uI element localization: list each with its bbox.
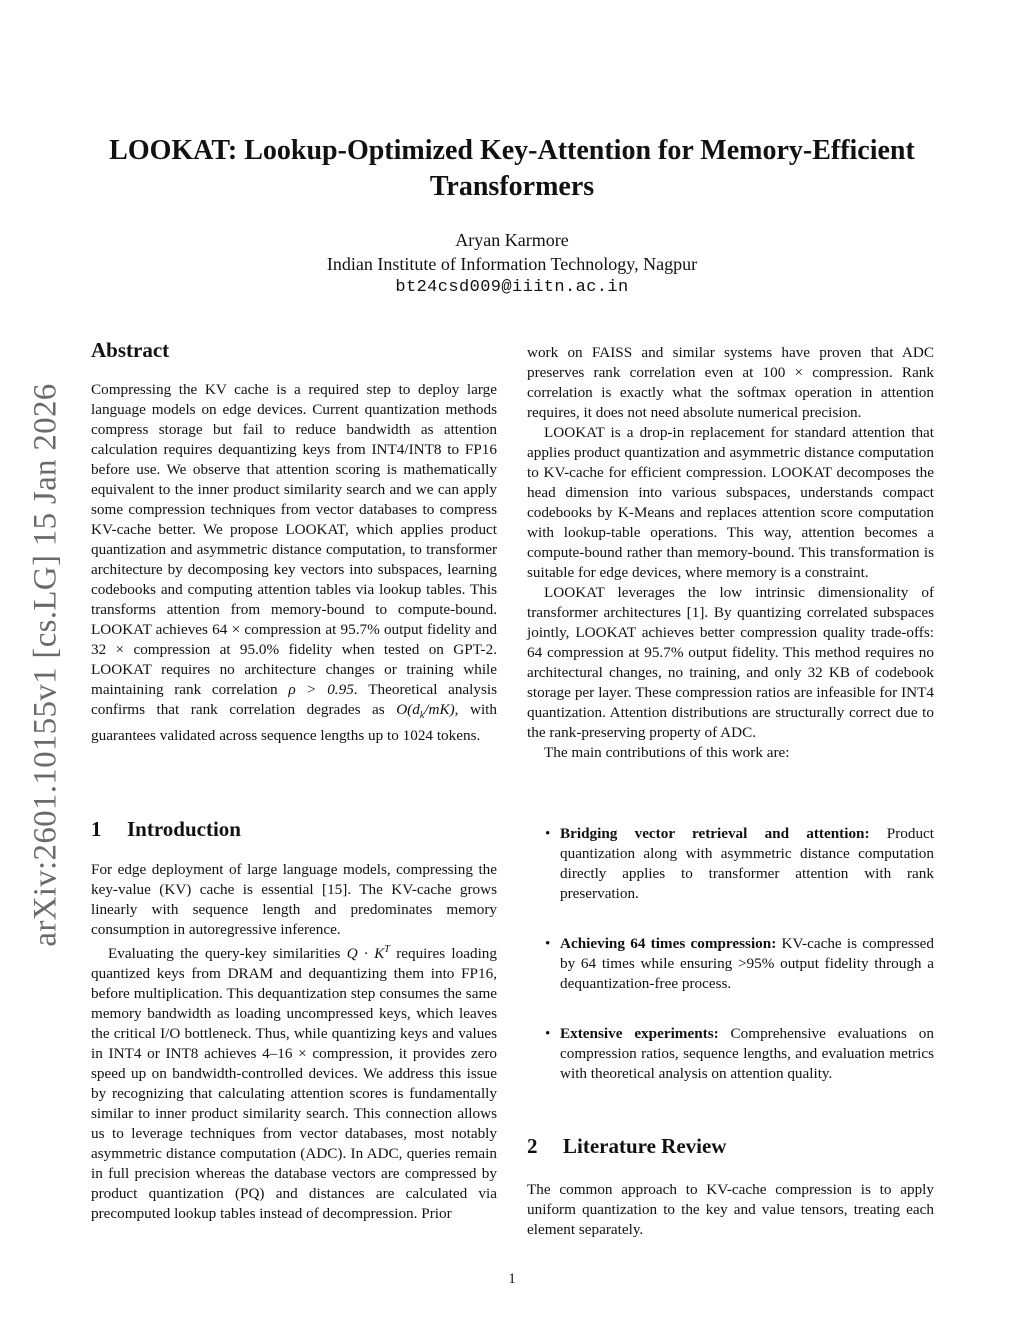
intro-paragraph-leverage: LOOKAT leverages the low intrinsic dimensionality of transformer architectures [1]. By quantizing correlated subspaces jointly, LOOKAT achieves better compression quality trade-offs: 64 compression at 95.7% output fidelity. This method requires no architectural changes, no training, and only 32 KB of codebook storage per layer. These compression ratios are infeasible for INT4 quantization. Attention distributions are structurally correct due to the rank-preserving property of ADC.: [527, 584, 934, 741]
intro-paragraph-continued: work on FAISS and similar systems have proven that ADC preserves rank correlation even at 100 × compression. Rank correlation is exactly what the softmax operation in attention requires, it does not need absolute numerical precision.: [527, 344, 934, 421]
abstract-body: [91, 380, 497, 746]
author-block: [200, 228, 824, 300]
section-heading-introduction: 1 Introduction: [91, 817, 241, 841]
contribution-item: • Extensive experiments: Comprehensive evaluations on compression ratios, sequence lengths, and evaluation metrics with theoretical analysis on attention quality.: [545, 1025, 934, 1082]
lit-paragraph-1: The common approach to KV-cache compression is to apply uniform quantization to the key and value tensors, treating each element separately.: [527, 1181, 934, 1238]
author-affiliation: Indian Institute of Information Technology, Nagpur: [326, 254, 698, 274]
bullet-icon: •: [545, 935, 551, 952]
bullet-icon: •: [545, 825, 551, 842]
right-column-body: [527, 343, 934, 763]
literature-review-body: [527, 1180, 934, 1240]
bullet-icon: •: [545, 1025, 551, 1042]
intro-paragraph-1: For edge deployment of large language models, compressing the key-value (KV) cache is essential [15]. The KV-cache grows linearly with sequence length and predominates memory consumption in autoregressive inference.: [91, 861, 497, 938]
author-email: bt24csd009@iiitn.ac.in: [395, 278, 629, 297]
abstract-heading: Abstract: [91, 338, 170, 362]
intro-paragraph-2: Evaluating the query-key similarities $Q \cdot K^T$ requires loading quantized keys from DRAM and dequantizing them into FP16, before multiplication. This dequantization step consumes the same memory bandwidth as loading uncompressed keys, which leaves the critical I/O bottleneck. Thus, while quantizing keys and values in INT4 or INT8 achieves 4–16 × compression, it provides zero speed up on bandwidth-controlled devices. We address this issue by recognizing that calculating attention scores is fundamentally similar to inner product similarity search. This connection allows us to leverage techniques from vector databases, most notably asymmetric distance computation (ADC). In ADC, queries remain in full precision whereas the database vectors are compressed by product quantization (PQ) and distances are calculated via precomputed lookup tables instead of decompression. Prior: [91, 944, 497, 1223]
contribution-item: • Bridging vector retrieval and attention: Product quantization along with asymmetric distance computation directly applies to transformer attention with rank preservation.: [545, 825, 934, 902]
intro-paragraph-dropin: LOOKAT is a drop-in replacement for standard attention that applies product quantization and asymmetric distance computation to KV-cache for efficient compression. LOOKAT decomposes the head dimension into various subspaces, understands compact codebooks by K-Means and replaces attention score computation with lookup-table operations. This way, attention becomes a compute-bound rather than memory-bound. This transformation is suitable for edge devices, where memory is a constraint.: [527, 424, 934, 581]
paper-title: LOOKAT: Lookup-Optimized Key-Attention for Memory-Efficient Transformers: [109, 135, 915, 202]
author-name: Aryan Karmore: [455, 230, 569, 250]
page-number: 1: [508, 1271, 516, 1287]
intro-paragraph-contributions-lead: The main contributions of this work are:: [544, 744, 790, 761]
abstract-text: Compressing the KV cache is a required step to deploy large language models on edge devices. Current quantization methods compress storage but fail to reduce bandwidth as attention calculation requires dequantizing keys from INT4/INT8 to FP16 before use. We observe that attention scoring is mathematically equivalent to the inner product similarity search and we can apply some compression techniques from vector databases to compress KV-cache better. We propose LOOKAT, which applies product quantization and asymmetric distance computation, to transformer architecture by decomposing key vectors into subspaces, learning codebooks and computing attention tables via lookup tables. This transforms attention from memory-bound to compute-bound. LOOKAT achieves 64 × compression at 95.7% output fidelity and 32 × compression at 95.0% fidelity when tested on GPT-2. LOOKAT requires no architecture changes or training while maintaining rank correlation ρ > 0.95. Theoretical analysis confirms that rank correlation degrades as $O(d_k/mK)$, with guarantees validated across sequence lengths up to 1024 tokens.: [91, 381, 498, 745]
arxiv-identifier: arXiv:2601.10155v1 [cs.LG] 15 Jan 2026: [27, 383, 64, 947]
section-heading-literature-review: 2 Literature Review: [527, 1134, 727, 1158]
contribution-item: • Achieving 64 times compression: KV-cache is compressed by 64 times while ensuring >95% output fidelity through a dequantization-free process.: [545, 935, 934, 992]
introduction-body: [91, 860, 497, 1224]
